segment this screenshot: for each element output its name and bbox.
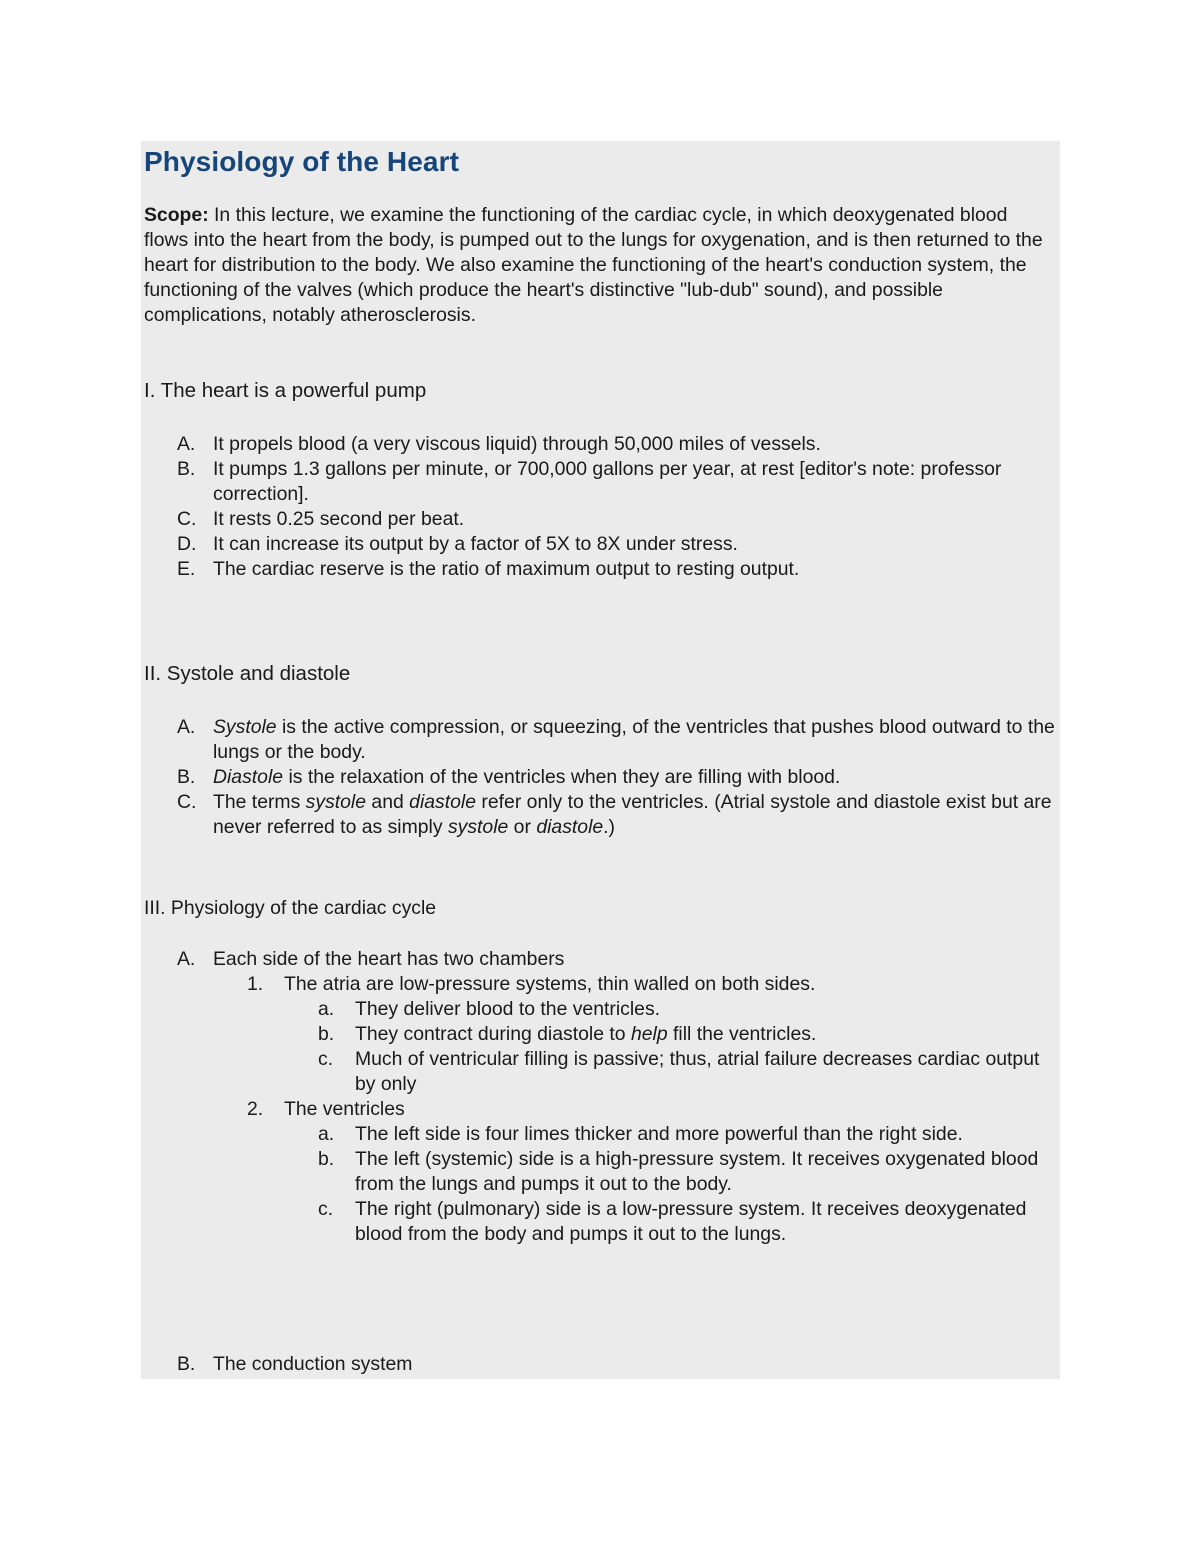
list-item bbox=[141, 1352, 1056, 1377]
list-item bbox=[141, 1047, 1056, 1097]
scope-paragraph bbox=[144, 203, 1056, 328]
list-item bbox=[141, 557, 1056, 582]
list-marker: B. bbox=[177, 458, 196, 480]
list-item-text: It rests 0.25 second per beat. bbox=[213, 508, 465, 530]
list-item bbox=[141, 1147, 1056, 1197]
list-item-text: Much of ventricular filling is passive; thus, atrial failure decreases cardiac output by only bbox=[355, 1048, 1040, 1095]
list-marker: a. bbox=[318, 1123, 335, 1145]
text-run: .) bbox=[603, 816, 616, 838]
list-item bbox=[141, 1197, 1056, 1247]
content-panel bbox=[141, 141, 1060, 1379]
page-title: Physiology of the Heart bbox=[144, 146, 460, 177]
list-marker: D. bbox=[177, 533, 197, 555]
list-item-text: The left (systemic) side is a high-pressure system. It receives oxygenated blood from the lungs and pumps it out to the body. bbox=[355, 1148, 1039, 1195]
list-item-text: The ventricles bbox=[284, 1098, 405, 1120]
section-2-heading: II. Systole and diastole bbox=[144, 662, 351, 685]
list-item bbox=[141, 457, 1056, 507]
list-item-text: The cardiac reserve is the ratio of maximum output to resting output. bbox=[213, 558, 800, 580]
scope-text: In this lecture, we examine the functioning of the cardiac cycle, in which deoxygenated blood flows into the heart from the body, is pumped out to the lungs for oxygenation, and is then returned to the heart for distribution to the body. We also examine the functioning of the heart's conduction system, the functioning of the valves (which produce the heart's distinctive "lub-dub" sound), and possible complications, notably atherosclerosis. bbox=[144, 204, 1043, 326]
list-item bbox=[141, 532, 1056, 557]
section-3-list-continued bbox=[141, 1352, 1056, 1377]
list-marker: b. bbox=[318, 1023, 335, 1045]
list-marker: C. bbox=[177, 791, 197, 813]
text-run: or bbox=[508, 816, 537, 838]
text-run: refer only to the ventricles. (Atrial systole and diastole exist but are never referred to as simply bbox=[213, 791, 1052, 838]
list-item bbox=[141, 997, 1056, 1022]
section-3-list bbox=[141, 947, 1056, 1247]
list-marker: b. bbox=[318, 1148, 335, 1170]
list-marker: 1. bbox=[247, 973, 264, 995]
text-run: and bbox=[366, 791, 410, 813]
list-marker: a. bbox=[318, 998, 335, 1020]
list-item bbox=[141, 1022, 1056, 1047]
list-item-text: The atria are low-pressure systems, thin walled on both sides. bbox=[284, 973, 816, 995]
emphasis-help: help bbox=[630, 1023, 668, 1045]
list-item-text: is the relaxation of the ventricles when they are filling with blood. bbox=[283, 766, 841, 788]
list-item-text: The left side is four limes thicker and more powerful than the right side. bbox=[355, 1123, 963, 1145]
section-3-heading: III. Physiology of the cardiac cycle bbox=[144, 897, 437, 919]
list-item-text: It pumps 1.3 gallons per minute, or 700,000 gallons per year, at rest [editor's note: professor correction]. bbox=[213, 458, 1002, 505]
term-diastole: Diastole bbox=[213, 766, 284, 788]
list-marker: c. bbox=[318, 1048, 334, 1070]
term-systole: systole bbox=[447, 816, 509, 838]
list-item bbox=[141, 765, 1056, 790]
section-2-list bbox=[141, 715, 1056, 840]
section-1-heading: I. The heart is a powerful pump bbox=[144, 379, 427, 402]
list-item-text: is the active compression, or squeezing, of the ventricles that pushes blood outward to the lungs or the body. bbox=[213, 716, 1055, 763]
list-item bbox=[141, 1097, 1056, 1122]
list-marker: B. bbox=[177, 766, 196, 788]
list-marker: E. bbox=[177, 558, 196, 580]
list-marker: 2. bbox=[247, 1098, 264, 1120]
list-item-text: Each side of the heart has two chambers bbox=[213, 948, 565, 970]
list-item bbox=[141, 947, 1056, 972]
term-systole: Systole bbox=[213, 716, 277, 738]
list-item bbox=[141, 1122, 1056, 1147]
text-run: fill the ventricles. bbox=[667, 1023, 817, 1045]
text-run: They contract during diastole to bbox=[355, 1023, 631, 1045]
text-run: The terms bbox=[213, 791, 306, 813]
list-marker: B. bbox=[177, 1353, 196, 1375]
scope-label: Scope: bbox=[144, 204, 209, 226]
section-1-list bbox=[141, 432, 1056, 582]
list-item bbox=[141, 507, 1056, 532]
list-marker: C. bbox=[177, 508, 197, 530]
term-diastole: diastole bbox=[409, 791, 477, 813]
list-marker: c. bbox=[318, 1198, 334, 1220]
list-item bbox=[141, 432, 1056, 457]
list-item-text: The conduction system bbox=[213, 1353, 413, 1375]
list-item-text: It propels blood (a very viscous liquid) through 50,000 miles of vessels. bbox=[213, 433, 821, 455]
list-item-text: They deliver blood to the ventricles. bbox=[355, 998, 661, 1020]
list-item bbox=[141, 972, 1056, 997]
term-systole: systole bbox=[305, 791, 367, 813]
list-item bbox=[141, 790, 1056, 840]
term-diastole: diastole bbox=[536, 816, 604, 838]
list-marker: A. bbox=[177, 948, 196, 970]
list-item-text: It can increase its output by a factor of 5X to 8X under stress. bbox=[213, 533, 738, 555]
list-item-text: The right (pulmonary) side is a low-pressure system. It receives deoxygenated blood from the body and pumps it out to the lungs. bbox=[355, 1198, 1027, 1245]
list-marker: A. bbox=[177, 716, 196, 738]
list-marker: A. bbox=[177, 433, 196, 455]
list-item bbox=[141, 715, 1056, 765]
